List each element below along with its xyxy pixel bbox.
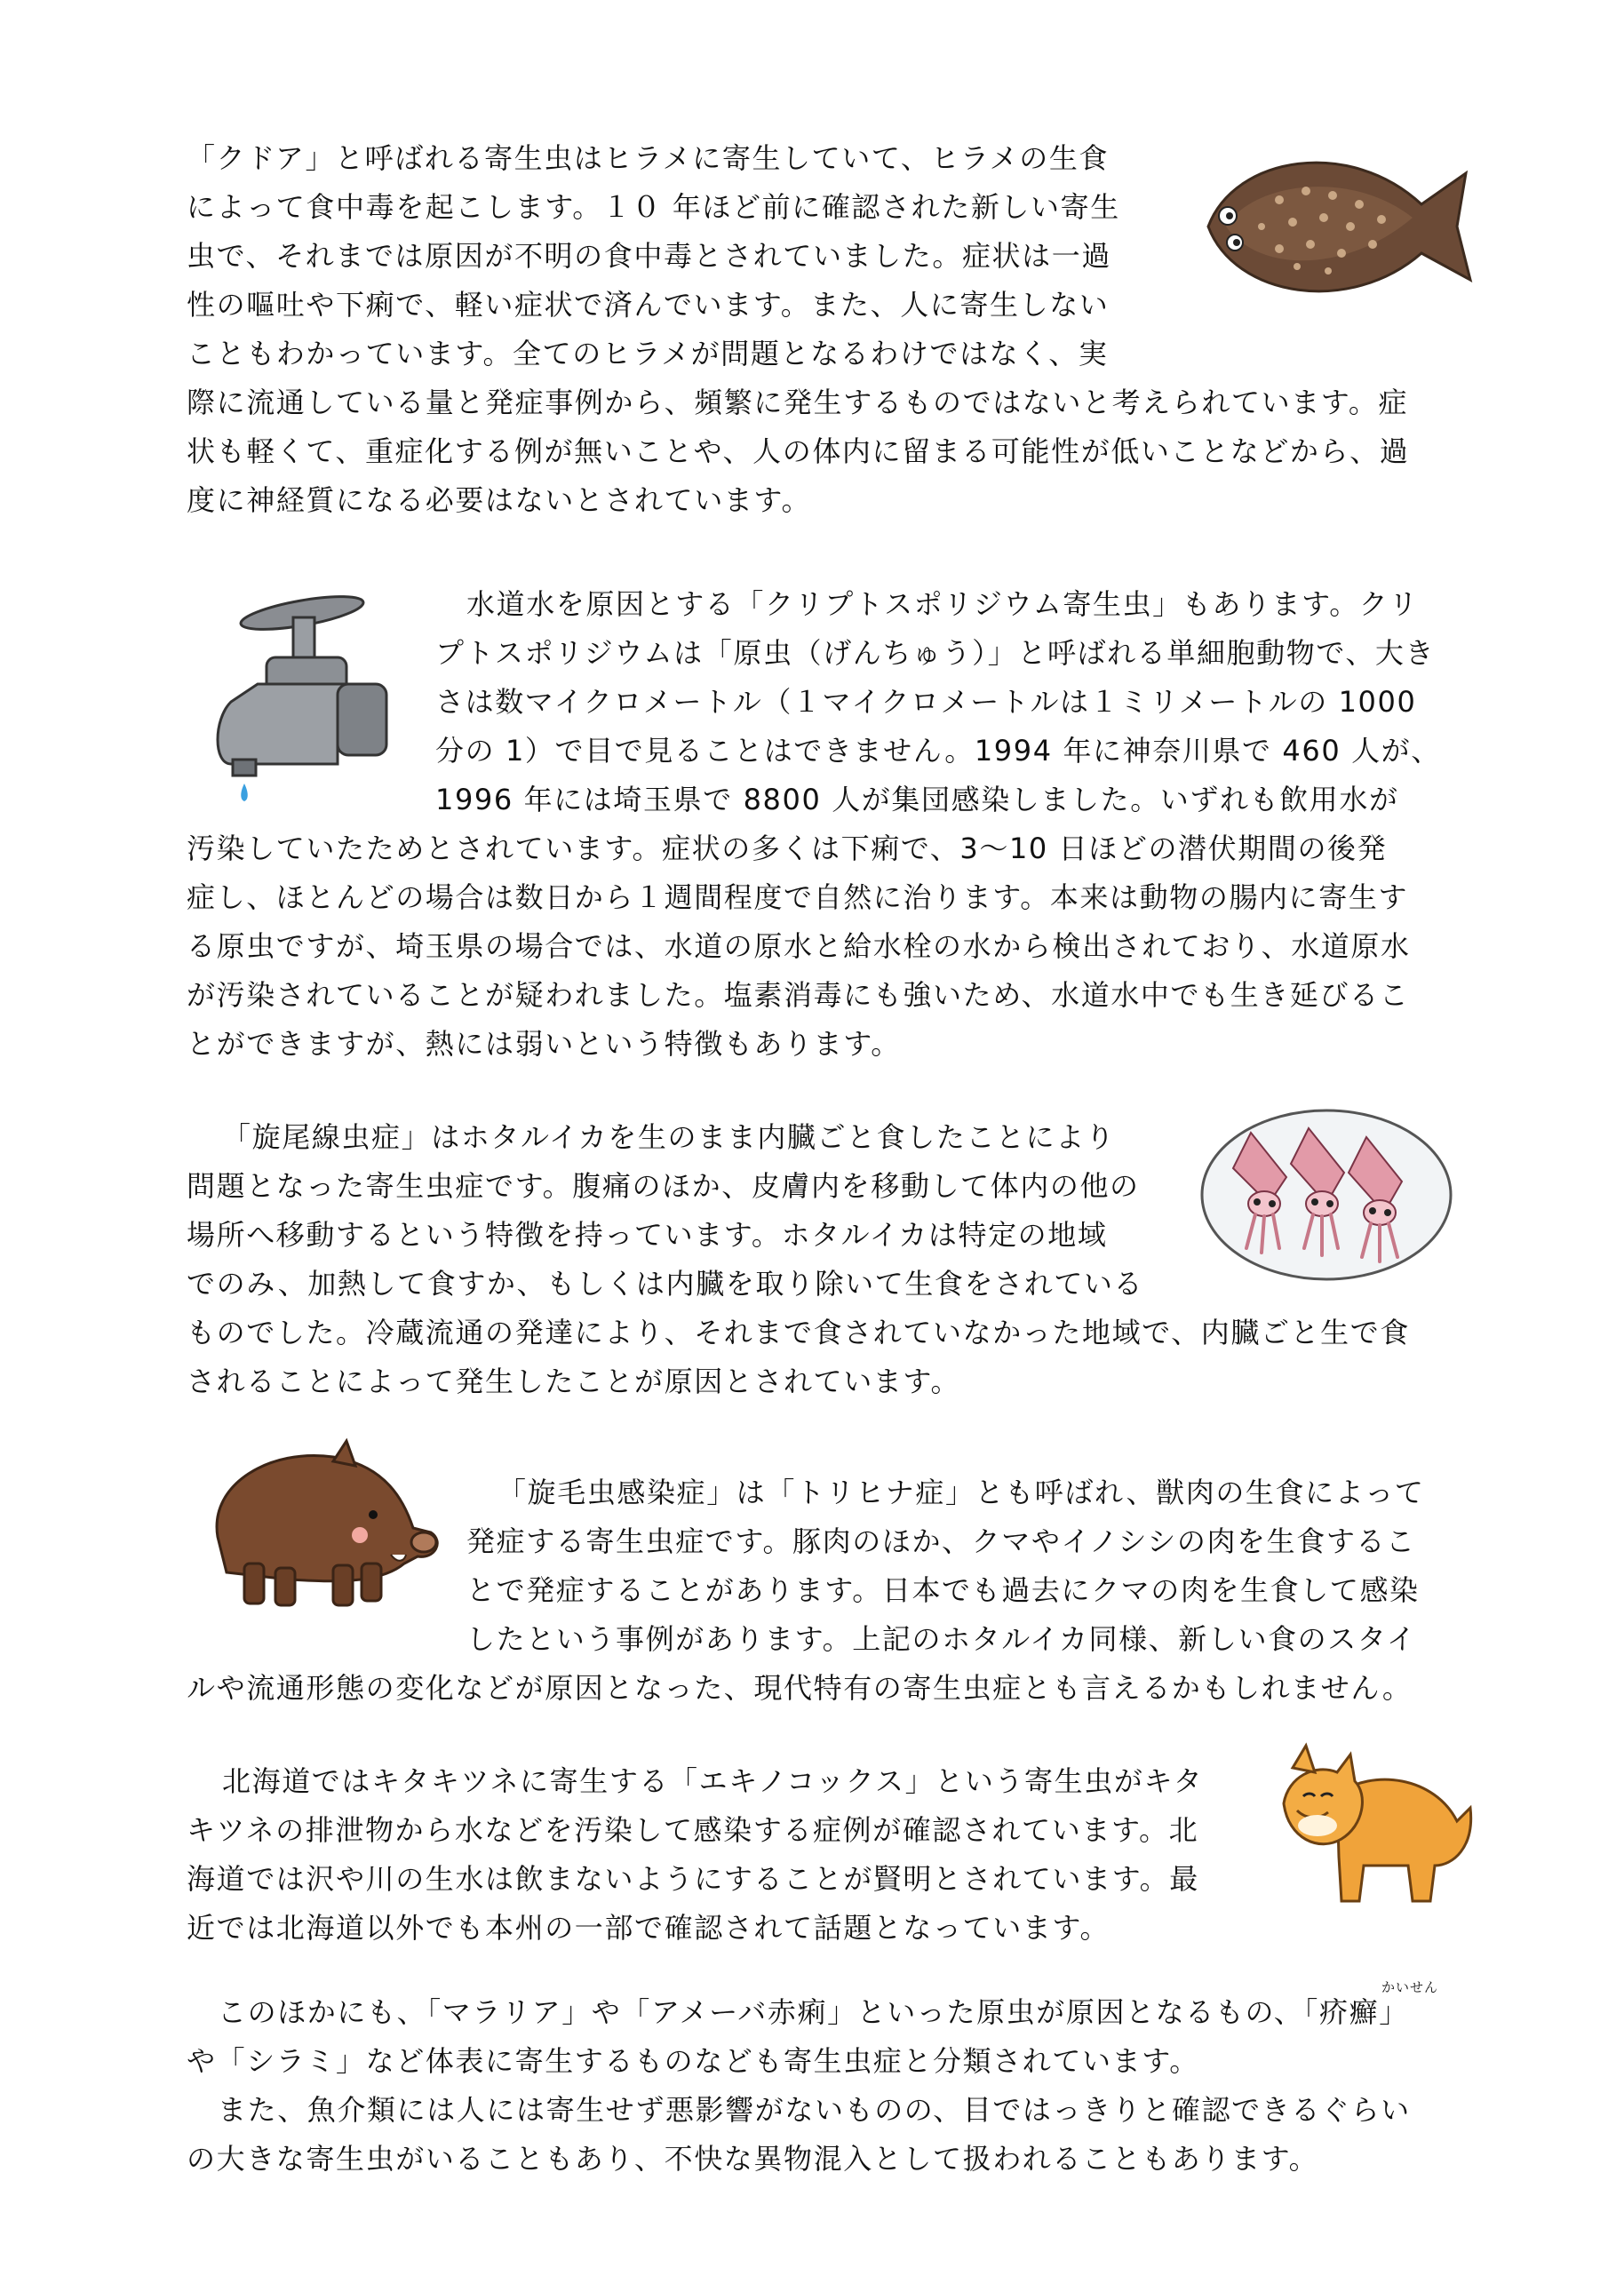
- crypto-line-6: 汚染していたためとされています。症状の多くは下痢で、3～10 日ほどの潜伏期間の後発: [187, 832, 1388, 865]
- others-line-4: の大きな寄生虫がいることもあり、不快な異物混入として扱われることもあります。: [187, 2142, 1319, 2176]
- firefly-line-1: 「旋尾線虫症」はホタルイカを生のまま内臓ごと食したことにより: [222, 1120, 1116, 1154]
- trichina-line-1: 「旋毛虫感染症」は「トリヒナ症」とも呼ばれ、獣肉の生食によって: [498, 1476, 1425, 1509]
- others-line-3: また、魚介類には人には寄生せず悪影響がないものの、目ではっきりと確認できるぐらい: [218, 2093, 1411, 2127]
- crypto-line-3: さは数マイクロメートル（１マイクロメートルは１ミリメートルの 1000: [435, 685, 1417, 719]
- kudoa-line-1: 「クドア」と呼ばれる寄生虫はヒラメに寄生していて、ヒラメの生食: [187, 141, 1110, 175]
- kudoa-line-2: によって食中毒を起こします。１０ 年ほど前に確認された新しい寄生: [187, 190, 1120, 224]
- crypto-line-1: 水道水を原因とする「クリプトスポリジウム寄生虫」もあります。クリ: [466, 587, 1420, 621]
- echino-line-4: 近では北海道以外でも本州の一部で確認されて話題となっています。: [187, 1911, 1111, 1945]
- crypto-line-5: 1996 年には埼玉県で 8800 人が集団感染しました。いずれも飲用水が: [435, 783, 1399, 816]
- faucet-illustration: [204, 586, 400, 808]
- trichina-line-4: したという事例があります。上記のホタルイカ同様、新しい食のスタイ: [466, 1622, 1417, 1656]
- kudoa-line-3: 虫で、それまでは原因が不明の食中毒とされていました。症状は一過: [187, 239, 1111, 273]
- kudoa-line-6: 際に流通している量と発症事例から、頻繁に発生するものではないと考えられています。症: [187, 386, 1409, 419]
- ruby-kaisen: かいせん: [1381, 1979, 1439, 1995]
- kudoa-line-4: 性の嘔吐や下痢で、軽い症状で済んでいます。また、人に寄生しない: [187, 288, 1110, 322]
- echino-line-3: 海道では沢や川の生水は飲まないようにすることが賢明とされています。最: [187, 1862, 1199, 1896]
- fox-illustration: [1266, 1741, 1475, 1910]
- trichina-line-5: ルや流通形態の変化などが原因となった、現代特有の寄生虫症とも言えるかもしれません。: [187, 1671, 1413, 1705]
- firefly-line-2: 問題となった寄生虫症です。腹痛のほか、皮膚内を移動して体内の他の: [187, 1169, 1140, 1203]
- others-line-2: や「シラミ」など体表に寄生するものなども寄生虫症と分類されています。: [187, 2044, 1199, 2078]
- boar-illustration: [191, 1430, 440, 1617]
- crypto-line-4: 分の 1）で目で見ることはできません。1994 年に神奈川県で 460 人が、: [435, 734, 1441, 768]
- firefly-line-3: 場所へ移動するという特徴を持っています。ホタルイカは特定の地域: [187, 1218, 1108, 1252]
- firefly-line-5: ものでした。冷蔵流通の発達により、それまで食されていなかった地域で、内臓ごと生で食: [187, 1316, 1410, 1349]
- crypto-line-8: る原虫ですが、埼玉県の場合では、水道の原水と給水栓の水から検出されており、水道原水: [187, 929, 1411, 963]
- crypto-line-9: が汚染されていることが疑われました。塩素消毒にも強いため、水道水中でも生き延びるこ: [187, 978, 1410, 1012]
- others-line-1: このほかにも、「マラリア」や「アメーバ赤痢」といった原虫が原因となるもの、「疥癬」: [218, 1995, 1409, 2029]
- crypto-line-10: とができますが、熱には弱いという特徴もあります。: [187, 1027, 901, 1061]
- trichina-line-3: とで発症することがあります。日本でも過去にクマの肉を生食して感染: [466, 1573, 1420, 1607]
- flounder-illustration: [1173, 120, 1475, 333]
- firefly-line-6: されることによって発生したことが原因とされています。: [187, 1365, 961, 1398]
- crypto-line-7: 症し、ほとんどの場合は数日から１週間程度で自然に治ります。本来は動物の腸内に寄生す: [187, 880, 1409, 914]
- kudoa-line-8: 度に神経質になる必要はないとされています。: [187, 483, 812, 517]
- kudoa-line-7: 状も軽くて、重症化する例が無いことや、人の体内に留まる可能性が低いことなどから、過: [187, 434, 1410, 468]
- crypto-line-2: プトスポリジウムは「原虫（げんちゅう）」と呼ばれる単細胞動物で、大き: [435, 636, 1436, 670]
- firefly-line-4: でのみ、加熱して食すか、もしくは内臓を取り除いて生食をされている: [187, 1267, 1144, 1301]
- firefly-squid-illustration: [1198, 1106, 1455, 1284]
- trichina-line-2: 発症する寄生虫症です。豚肉のほか、クマやイノシシの肉を生食するこ: [466, 1524, 1416, 1558]
- echino-line-2: キツネの排泄物から水などを汚染して感染する症例が確認されています。北: [187, 1813, 1199, 1847]
- echino-line-1: 北海道ではキタキツネに寄生する「エキノコックス」という寄生虫がキタ: [222, 1764, 1204, 1798]
- kudoa-line-5: こともわかっています。全てのヒラメが問題となるわけではなく、実: [187, 337, 1109, 370]
